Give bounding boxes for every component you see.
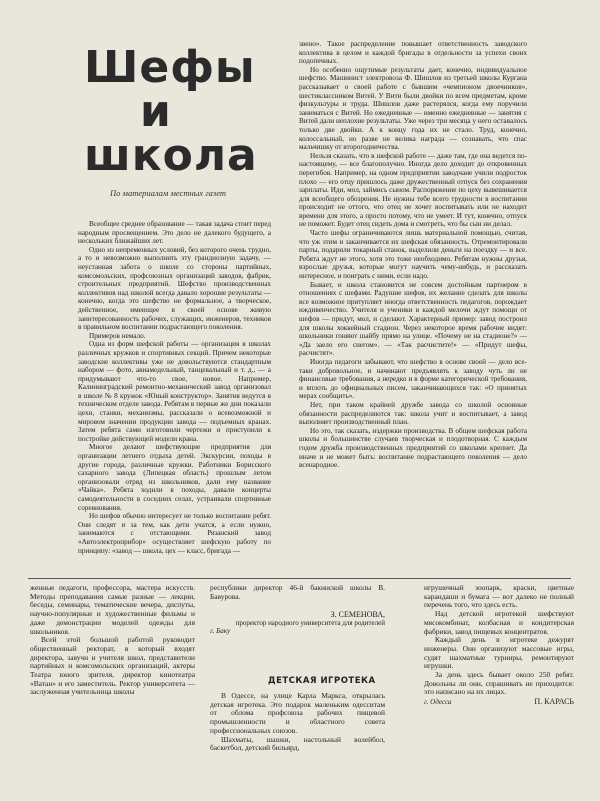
paragraph: игрушечный зоопарк, краски, цветные карандаши и бумага — вот далеко не полный перечень того, что здесь есть. (424, 583, 574, 610)
bottom-column-right (424, 584, 574, 707)
article-subtitle: По материалам местных газет (110, 188, 227, 198)
title-line: школа (84, 130, 258, 181)
bottom-column-left (30, 584, 195, 697)
paragraph: Нельзя сказать, что в шефской работе — даже там, где она ведется по-настоящему, — все благополучно. Иногда дело доходит до откровенных перегибов. Например, на одном предприятии заводчане учили подросток плохо — его отцу пришлось даже дружественный отпуск без сохранения зарплаты. Иди, мол, займись сыном. Распоряжение по цеху вывешивается для всеобщего обозрения. Не нужны тебе всего трудности в воспитании происходит не оттого, что отец не хочет воспитывать или не находит времени для этого, а просто потому, что не умеет. И тут, конечно, отпуск не поможет. Будет отец сидеть дома и смотреть, что бы сын ни делал. (299, 151, 527, 229)
author-signature (210, 610, 385, 627)
paragraph: Нет, при таком крайней дружбе завода со школой основные обязанности распределяются так: школа учит и воспитывает, а завод выполняет производственный план. (299, 400, 527, 427)
paragraph: Одна из форм шефской работы — организация в школах различных кружков и спортивных секций. Причем некоторые заводские коллективы уже не довольствуются стандартным набором — фото, авиамодельный, танцевальный и т. д., — а придумывают что-то свое, новое. Например, Калининградский ремонтно-механический завод организовал в школе № 8 кружок «Юный конструктор». Занятия ведутся в техническом отделе завода. Ребятам в первые же дни показали цехи, станки, механизмы, рассказали о всевозможной и мировом значении продукции завода — подъемных кранах. Затем ребята сами изготовили чертежи и приступили к постройке действующей модели крана. (78, 340, 271, 443)
paragraph: Всей этой большой работой руководит общественный ректорат, в который входят директора, завучи и учителя школ, представители партийных и комсомольских организаций, актеры Театра юного зрителя, директор кинотеатра «Ватан» и его заместитель. Ректор университета — заслуженная учительница школы (30, 635, 195, 697)
paragraph: звено». Такое распределение повышает ответственность заводского коллектива в целом и каждой бригады в отдельности за успехи своих подопечных. (299, 40, 527, 66)
paragraph: Иногда педагоги забывают, что шефство в основе своей — дело все-таки добровольное, и начинают предъявлять к заводу чуть ли не финансовые требования, а нередко и в форме категорической требования, и вплоть до официальных писем, заканчивающихся так: «О принятых мерах сообщить». (299, 357, 527, 401)
article-column-left (78, 220, 271, 555)
article-title (78, 42, 268, 181)
paragraph: Шахматы, шашки, настольный волейбол, баскетбол, детский бильярд, (210, 734, 385, 753)
paragraph: За день здесь бывает около 250 ребят. Довольны ли они, спрашивать не приходится: это написано на их лицах. (424, 670, 574, 697)
paragraph: Часто шефы ограничиваются лишь материальной помощью, считая, что уж этим и заканчивается их шефская обязанность. Отремонтировали парты, подарили токарный станок, выделили деньги на поездку — и все. Ребята ждут не этого, хотя это тоже необходимо. Ребятам нужны друзья, взрослые друзья, которые могут научить чему-нибудь, и рассказать интересное, и поиграть с ними, если надо. (299, 229, 527, 281)
paragraph: Многое делают шефствующие предприятия для организации летнего отдыха детей. Экскурсии, походы в другие города, различные кружки. Работники Борисского сахарного завода (Липецкая область) прошлым летом организовали отряд из школьников, дали ему название «Чайка». Ребята ходили в походы, давали концерты самодеятельности в соседних селах, устраивали спортивные соревнования. (78, 443, 271, 512)
paragraph: Каждый день в игротеке дежурят инженеры. Они организуют массовые игры, судят шахматные турниры, ремонтируют игрушки. (424, 635, 574, 671)
paragraph: Всеобщее среднее образование — такая задача стоит перед народным просвещением. Это дело не далекого будущего, а нескольких ближайших лет. (78, 220, 271, 246)
dateline-odessa: г. Одесса (424, 698, 452, 707)
paragraph: Но это, так сказать, издержки производства. В общем шефская работа школы и большинстве случаев творческая и плодотворная. С каждым годом дружба производственных предприятий со школами крепнет. Да иначе и не может быть: воспитание подрастающего поколения — дело всенародное. (299, 426, 527, 470)
bottom-column-middle-bottom (210, 692, 385, 753)
section-divider (28, 578, 571, 579)
paragraph: Над детской игротекой шефствуют мясокомбинат, колбасная и кондитерская фабрики, завод пищевых концентратов. (424, 609, 574, 636)
title-line: Шефы (84, 42, 256, 93)
paragraph: женные педагоги, профессора, мастера искусств. Методы преподавания самые разные — лекции, беседы, семинары, тематические вечера, диспуты, научно-популярные и художественные фильмы и даже демонстрации моделей одежды для школьников. (30, 583, 195, 636)
author-name: З. СЕМЕНОВА, (330, 610, 385, 620)
signature-row (424, 698, 574, 707)
section-title: ДЕТСКАЯ ИГРОТЕКА (268, 676, 376, 686)
bottom-column-middle-top (210, 584, 385, 636)
paragraph: Примеров немало. (89, 331, 146, 340)
author-signature-odessa: П. КАРАСЬ (534, 697, 574, 707)
paragraph: Одно из непременных условий, без которого очень трудно, а то и невозможно выполнить эту грандиозную задачу, — неустанная забота о школе со стороны партийных, комсомольских, профсоюзных организаций заводов, фабрик, строительных предприятий. Шефство производственных коллективов над школой всегда давало хорошие результаты — конечно, когда это шефство не формальное, а творческое, действенное, имеющее в своей основе живую заинтересованность рабочих, служащих, инженеров, техников в правильном воспитании подрастающего поколения. (78, 245, 271, 332)
title-line: и (140, 86, 172, 137)
dateline-baku: г. Баку (210, 627, 231, 636)
article-column-right (299, 40, 527, 470)
paragraph: Но шефов обычно интересует не только воспитание ребят. Они следят и за тем, как дети учатся, а если нужно, занимаются с отстающими. Рязанский завод «Автоэлектроприбор» осуществляет шефскую работу по принципу: «завод — школа, цех — класс, бригада — (78, 512, 271, 555)
paragraph: республики директор 46-й бакинской школы В. Бавурова. (210, 583, 385, 601)
paragraph: Но особенно ощутимые результаты дает, конечно, индивидуальное шефство. Машинист электровоза Ф. Шишлов из третьей школы Кургана рассказывает о своей работе с бывшим «чемпионом двоечников», шестиклассником Витей. У Вити были двойки по всем предметам, кроме физкультуры и труда. Шишлов даже растерялся, когда ему поручили заниматься с Витей. Но ежедневные — именно ежедневные — занятия с Витей дали неплохие результаты. Уже через три месяца у него оставалось только две двойки. А к концу года их не стало. Труд, конечно, колоссальный, но разве не велика награда — сознавать, что спас мальчишку от второгодничества. (299, 65, 527, 152)
paragraph: В Одессе, на улице Карла Маркса, открылась детская игротека. Это подарок маленьким одесситам от облома профсоюза рабочих пищевой промышленности и областного совета профессиональных союзов. (210, 691, 385, 735)
author-role: проректор народного университета для родителей (235, 619, 385, 628)
paragraph: Бывает, и школа становится не совсем достойным партнером в отношениях с шефами. Радушие шефов, их желание сделать для школы все возможное притупляет иногда ответственность педагогов, порождает иждивенчество. Учителя и ученики в каждой мелочи ждут помощи от шефов — придут, мол, и сделают. Характерный пример: завод построил для школы хоккейный стадион. Через некоторое время рабочие видят: школьники гоняют шайбу прямо на улице. «Почему не на стадионе?» — «Да заело его снегом». — «Так расчистите!» — «Придут шефы, расчистят». (299, 280, 527, 358)
